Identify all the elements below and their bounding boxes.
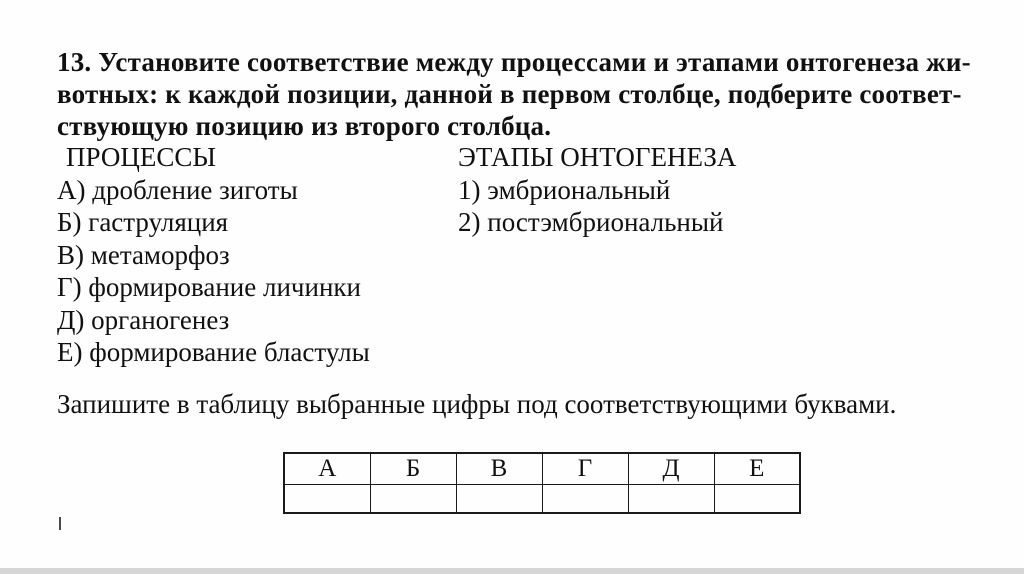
stage-item-1-label: 1)	[458, 174, 481, 205]
answer-header-d: Д	[628, 453, 714, 484]
answer-table-value-row	[284, 484, 800, 513]
stages-column	[458, 141, 878, 369]
instruction-text: Запишите в таблицу выбранные цифры под соответствующими буквами.	[57, 389, 897, 419]
answer-table	[283, 452, 801, 514]
answer-cell-d[interactable]	[628, 484, 714, 513]
answer-cell-e[interactable]	[714, 484, 800, 513]
process-item-v-text: метаморфоз	[90, 239, 230, 270]
answer-header-b: Б	[370, 453, 456, 484]
question-heading-line-1: 13. Установите соответствие между процессами и этапами онтогенеза жи-	[57, 47, 971, 77]
answer-header-a: А	[284, 453, 370, 484]
answer-header-e: Е	[714, 453, 800, 484]
process-item-v-label: В)	[57, 239, 84, 270]
processes-column-header: ПРОЦЕССЫ	[66, 142, 216, 172]
answer-header-v: В	[456, 453, 542, 484]
answer-cell-b[interactable]	[370, 484, 456, 513]
answer-cell-g[interactable]	[542, 484, 628, 513]
text-cursor	[59, 517, 61, 530]
processes-column	[57, 141, 458, 369]
answer-cell-a[interactable]	[284, 484, 370, 513]
stages-column-header: ЭТАПЫ ОНТОГЕНЕЗА	[458, 142, 737, 172]
answer-table-header-row	[284, 453, 800, 484]
answer-cell-v[interactable]	[456, 484, 542, 513]
process-item-g	[57, 271, 458, 304]
process-item-b-label: Б)	[57, 207, 82, 237]
matching-columns	[57, 141, 878, 369]
question-heading	[57, 46, 987, 142]
process-item-g-label: Г)	[57, 272, 82, 302]
stage-item-2-label: 2)	[458, 207, 481, 237]
stage-item-1	[458, 174, 878, 207]
answer-header-g: Г	[542, 453, 628, 484]
process-item-d-text: органогенез	[91, 304, 230, 335]
stage-item-2	[458, 206, 878, 239]
process-item-d	[57, 304, 458, 337]
process-item-b	[57, 206, 458, 239]
stage-item-2-text: постэмбриональный	[487, 207, 724, 237]
process-item-a-text: дробление зиготы	[92, 174, 298, 205]
process-item-b-text: гаструляция	[88, 207, 229, 237]
process-item-v	[57, 239, 458, 272]
process-item-e-text: формирование бластулы	[89, 337, 370, 367]
stage-item-1-text: эмбриональный	[487, 174, 671, 205]
question-heading-line-2: вотных: к каждой позиции, данной в первом столбце, подберите соответ-	[57, 79, 962, 109]
process-item-g-text: формирование личинки	[88, 272, 361, 302]
process-item-d-label: Д)	[57, 304, 85, 335]
question-heading-line-3: ствующую позицию из второго столбца.	[57, 111, 552, 141]
page-bottom-edge	[0, 568, 1024, 574]
process-item-e	[57, 336, 458, 369]
process-item-a-label: А)	[57, 174, 86, 205]
process-item-a	[57, 174, 458, 207]
process-item-e-label: Е)	[57, 337, 83, 367]
